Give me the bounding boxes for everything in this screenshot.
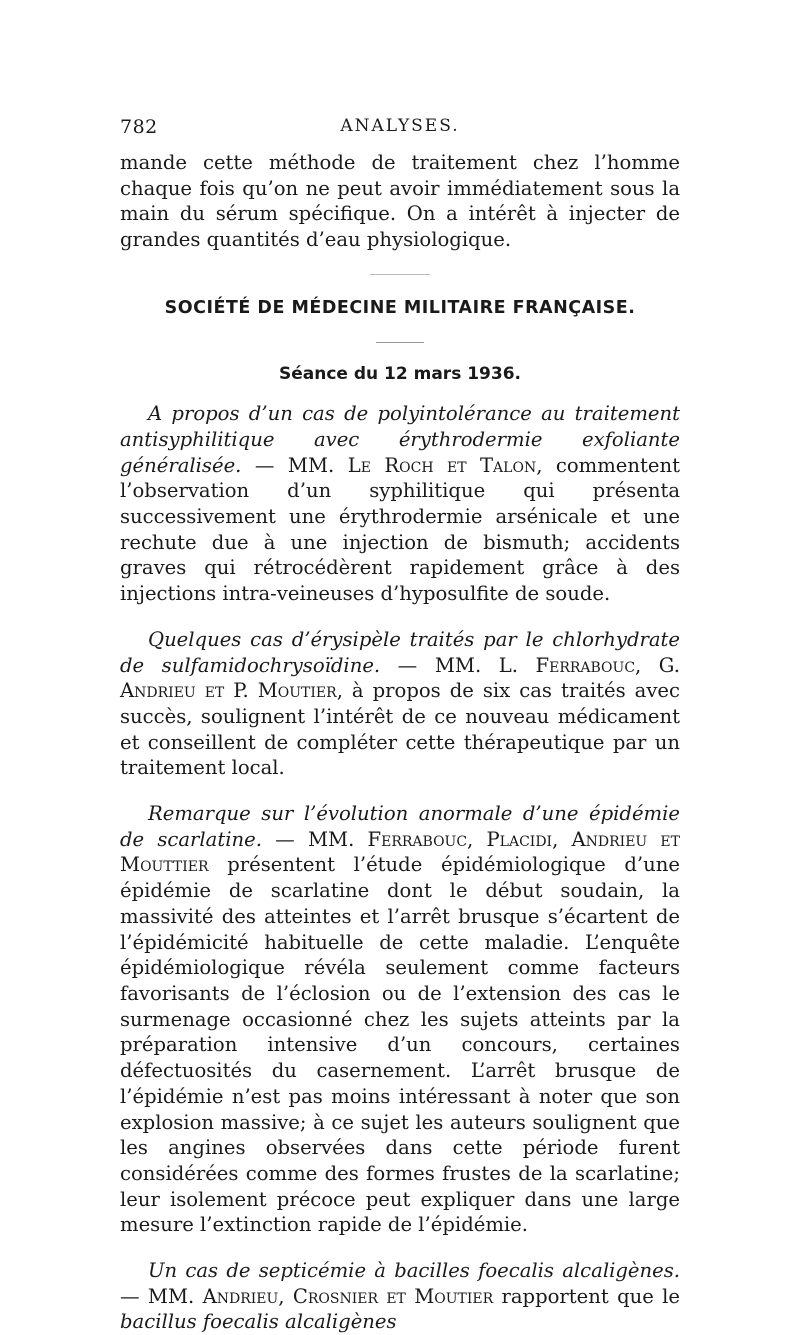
session-title: Séance du 12 mars 1936.: [278, 363, 522, 384]
entry-text: présentent l’étude épidémiologique d’une épidémie de scarlatine dont le début soudain, la massivité des atteintes et l’arrêt brusque s’écartent de l’épidémicité habituelle de cette maladie. L’enquête épidémiologique révéla seulement comme facteurs favorisants de l’éclosion ou de l’extension des cas le surmenage occasionné chez les sujets atteints par la préparation intensive d’un concours, certaines défectuosités du casernement. L’arrêt brusque de l’épidémie n’est pas moins intéressant à noter que son explosion massive; à ce sujet les auteurs soulignent que les angines observées dans cette période furent considérées comme des formes frustes de la scarlatine; leur isolement précoce peut expliquer dans une large mesure l’extinction rapide de l’épidémie.: [120, 853, 680, 1237]
society-title: SOCIÉTÉ DE MÉDECINE MILITAIRE FRANÇAISE.: [164, 297, 636, 318]
entry-title: A propos d’un cas de polyintolérance au traitement antisyphilitique avec érythrodermie exfoliante généralisée.: [120, 402, 680, 477]
page-number: 782: [120, 116, 158, 138]
entry-text: , commentent l’observation d’un syphilitique qui présenta successivement une érythrodermie arsénicale et une rechute due à une injection de bismuth; accidents graves qui rétrocédèrent rapidement grâce à des injections intra-veineuses d’hyposulfite de soude.: [120, 453, 680, 606]
page-body: [120, 150, 680, 1335]
entry-authors: Le Roch et Talon: [347, 453, 537, 477]
entry-title: Un cas de septicémie à bacilles foecalis alcaligènes.: [148, 1259, 680, 1283]
entry-authors: Ferrabouc, Placidi, Andrieu et Mouttier: [120, 827, 680, 877]
abstract-entry-2: [120, 627, 680, 781]
entry-dash: — MM.: [241, 453, 348, 477]
intro-paragraph: mande cette méthode de traitement chez l’homme chaque fois qu’on ne peut avoir immédiatement sous la main du sérum spécifique. On a intérêt à injecter de grandes quantités d’eau physiologique.: [120, 151, 680, 252]
entry-text: rapportent que le: [493, 1284, 681, 1308]
abstract-entry-1: [120, 401, 680, 607]
entry-dash: — MM.: [261, 827, 368, 851]
entry-title: Quelques cas d’érysipèle traités par le chlorhydrate de sulfamidochrysoïdine.: [120, 627, 680, 677]
entry-dash: — MM.: [120, 1284, 203, 1308]
abstract-entry-4: [120, 1258, 680, 1335]
title-divider: [376, 342, 424, 343]
page-header: [120, 116, 680, 144]
entry-title: Remarque sur l’évolution anormale d’une épidémie de scarlatine.: [120, 802, 680, 851]
abstract-entry-3: [120, 801, 680, 1238]
section-divider: [370, 274, 430, 275]
entry-authors: Andrieu, Crosnier et Moutier: [202, 1284, 494, 1308]
entry-italic-tail: bacillus foecalis alcaligènes: [120, 1310, 397, 1334]
running-head: ANALYSES.: [340, 116, 460, 136]
entry-text: , à propos de six cas traités avec succès, soulignent l’intérêt de ce nouveau médicament et conseillent de compléter cette thérapeutique par un traitement local.: [120, 679, 680, 780]
entry-authors: L. Ferrabouc, G. Andrieu et P. Moutier: [120, 653, 680, 703]
entry-dash: — MM.: [380, 653, 499, 677]
